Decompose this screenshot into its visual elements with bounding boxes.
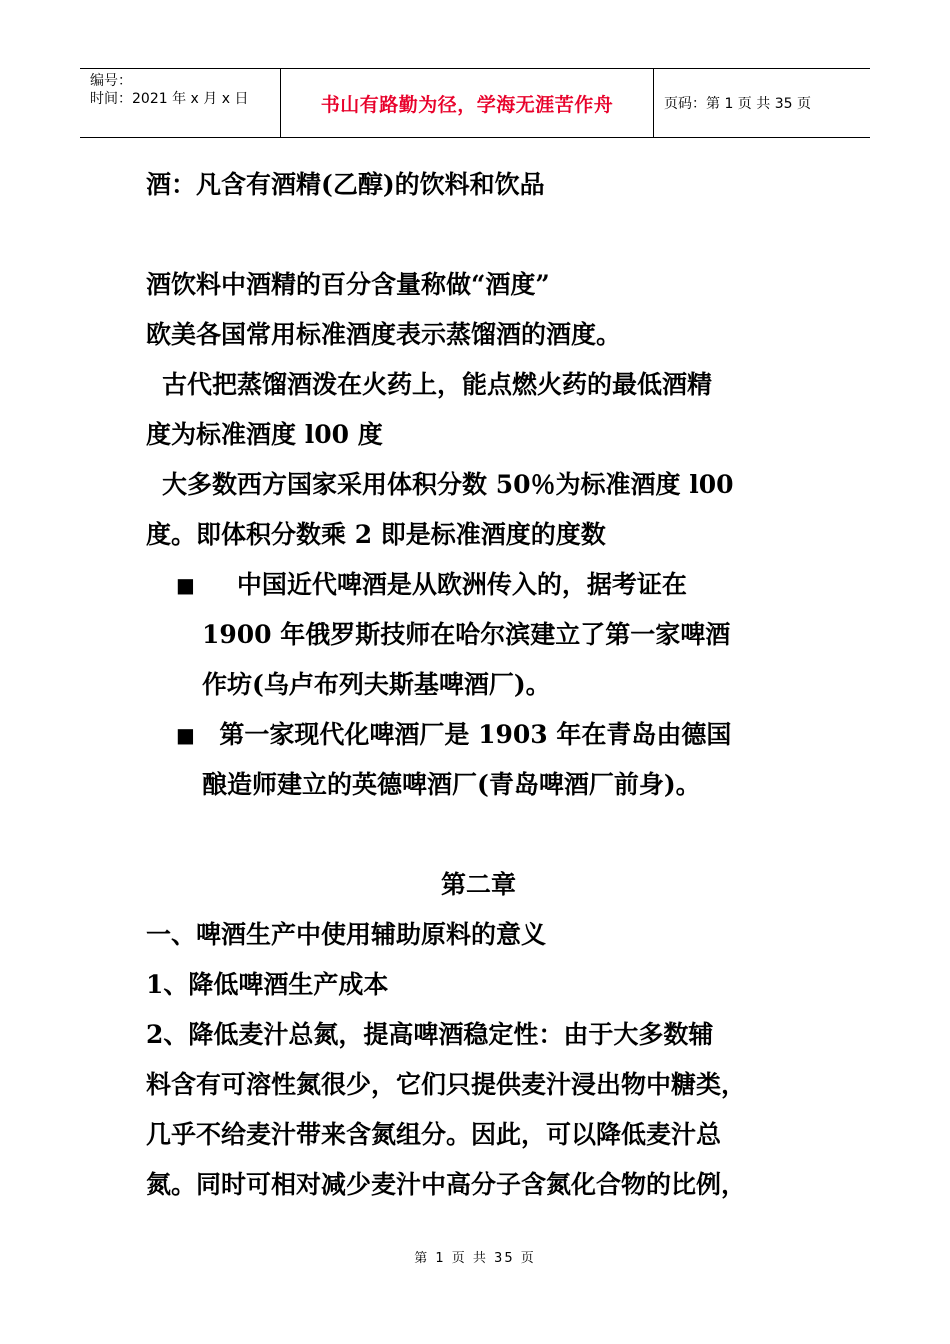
- paragraph-line: 2、降低麦汁总氮，提高啤酒稳定性：由于大多数辅: [146, 1020, 714, 1049]
- document-body: [146, 160, 811, 1210]
- bullet-text-line: 作坊(乌卢布列夫斯基啤酒厂)。: [202, 670, 551, 699]
- header-number-label: 编号：: [90, 73, 132, 89]
- bullet-list-item: [146, 710, 811, 810]
- paragraph-line: 酒饮料中酒精的百分含量称做“酒度”: [146, 270, 550, 299]
- paragraph-line: 欧美各国常用标准酒度表示蒸馏酒的酒度。: [146, 320, 622, 349]
- paragraph-line: 度。即体积分数乘 2 即是标准酒度的度数: [146, 520, 606, 549]
- header-motto: 书山有路勤为径，学海无涯苦作舟: [281, 69, 654, 137]
- paragraph-line: 度为标准酒度 l00 度: [146, 420, 383, 449]
- chapter-title: 第二章: [440, 870, 516, 899]
- section-title: 一、啤酒生产中使用辅助原料的意义: [146, 920, 547, 949]
- paragraph-line: 大多数西方国家采用体积分数 50％为标准酒度 l00: [162, 470, 734, 499]
- bullet-text-line: 酿造师建立的英德啤酒厂(青岛啤酒厂前身)。: [202, 770, 701, 799]
- header-page-info: 页码：第 1 页 共 35 页: [664, 96, 811, 112]
- bullet-text-line: 第一家现代化啤酒厂是 1903 年在青岛由德国: [202, 720, 732, 749]
- blank-line: [146, 210, 811, 260]
- blank-line: [146, 810, 811, 860]
- paragraph-line: 氮。同时可相对减少麦汁中高分子含氮化合物的比例，: [146, 1170, 747, 1199]
- definition-line: 酒：凡含有酒精(乙醇)的饮料和饮品: [146, 170, 545, 199]
- paragraph-line: 料含有可溶性氮很少，它们只提供麦汁浸出物中糖类，: [146, 1070, 747, 1099]
- page-footer: 第 1 页 共 35 页: [414, 1251, 536, 1266]
- bullet-text-line: 中国近代啤酒是从欧洲传入的，据考证在: [202, 570, 687, 599]
- square-bullet-icon: ■: [176, 723, 195, 747]
- square-bullet-icon: ■: [176, 573, 195, 597]
- page-header: [80, 68, 870, 138]
- header-meta-cell: [80, 69, 281, 137]
- bullet-list-item: [146, 560, 811, 710]
- bullet-text-line: 1900 年俄罗斯技师在哈尔滨建立了第一家啤酒: [202, 620, 731, 649]
- list-item: 1、降低啤酒生产成本: [146, 970, 389, 999]
- paragraph-line: 几乎不给麦汁带来含氮组分。因此，可以降低麦汁总: [146, 1120, 722, 1149]
- paragraph-line: 古代把蒸馏酒泼在火药上，能点燃火药的最低酒精: [162, 370, 713, 399]
- header-time-label: 时间：2021 年 x 月 x 日: [90, 91, 249, 107]
